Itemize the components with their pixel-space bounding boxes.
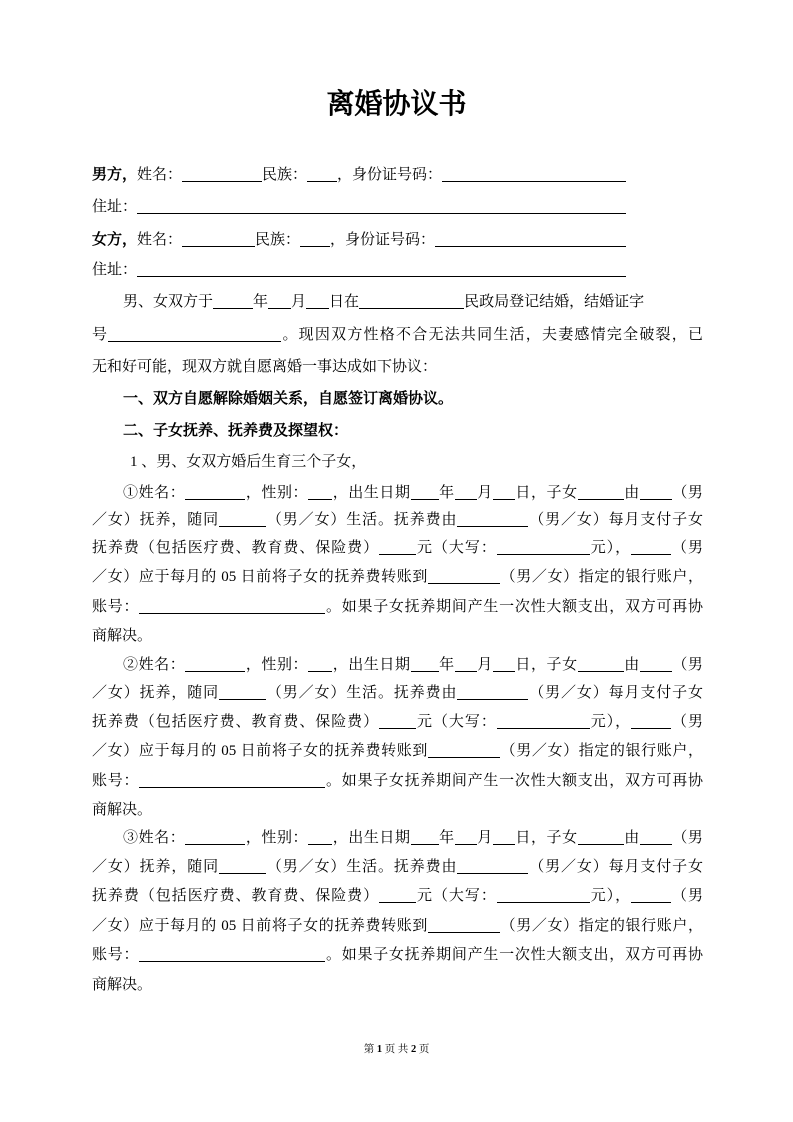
child-gender-blank	[308, 659, 332, 672]
gender-option-open: （男	[671, 540, 703, 556]
birth-day-blank	[493, 487, 515, 500]
child-marker: ③	[123, 830, 139, 846]
transfer-text: ／女）应于每月的 05 日前将子女的抚养费转账到	[92, 918, 428, 934]
live-with-blank	[219, 861, 266, 874]
amount-blank	[379, 716, 416, 729]
child-3-line-6	[92, 975, 703, 995]
child-name-blank	[185, 832, 245, 845]
amount-words-label: 元（大写：	[416, 888, 497, 904]
child-3-line-3	[92, 886, 703, 906]
birth-year-blank	[411, 832, 439, 845]
husband-id-blank	[442, 169, 626, 182]
pays-text: （男／女）每月支付子女	[528, 512, 703, 528]
amount-blank	[379, 542, 416, 555]
month-label: 月	[476, 830, 493, 846]
birth-month-blank	[455, 487, 477, 500]
payer-blank	[457, 687, 528, 700]
lump-sum-text: 。如果子女抚养期间产生一次性大额支出，双方可再协	[325, 947, 703, 963]
gender-option-open: （男	[671, 714, 703, 730]
wife-id-label: ，身份证号码：	[330, 232, 436, 248]
intro-agreement: 无和好可能，现双方就自愿离婚一事达成如下协议：	[92, 359, 438, 375]
transferor-blank	[631, 542, 671, 555]
amount-words-blank	[497, 890, 590, 903]
child-gender-label: ，性别：	[245, 830, 309, 846]
child-1-line-3	[92, 538, 703, 558]
birth-year-blank	[411, 659, 439, 672]
husband-address-blank	[137, 201, 626, 214]
gender-option-open: （男	[671, 485, 703, 501]
recipient-blank	[428, 920, 500, 933]
child-1-line-2	[92, 510, 703, 530]
live-with-blank	[219, 514, 266, 527]
marriage-day-blank	[306, 296, 329, 309]
intro-line-2	[92, 325, 703, 345]
marriage-year-blank	[213, 296, 253, 309]
payer-blank	[457, 514, 528, 527]
current-page-number: 1	[376, 1044, 383, 1055]
custodian-blank	[640, 832, 672, 845]
custody-text: ／女）抚养，随同	[92, 859, 219, 875]
account-blank	[139, 601, 325, 614]
custody-text: ／女）抚养，随同	[92, 685, 219, 701]
gender-option-open: （男	[671, 830, 703, 846]
marriage-certificate-blank	[108, 329, 281, 342]
amount-words-blank	[497, 542, 590, 555]
live-with-blank	[219, 687, 266, 700]
live-with-text: （男／女）生活。抚养费由	[266, 859, 458, 875]
intro-day-label: 日在	[329, 294, 360, 310]
lump-sum-text: 。如果子女抚养期间产生一次性大额支出，双方可再协	[325, 599, 703, 615]
account-label: 账号：	[92, 773, 140, 789]
intro-registered: 民政局登记结婚，结婚证字	[464, 294, 645, 310]
clause-1-heading: 一、双方自愿解除婚姻关系，自愿签订离婚协议。	[123, 391, 454, 407]
intro-parties: 男、女双方于	[123, 294, 214, 310]
birth-month-blank	[455, 832, 477, 845]
child-2-line-3	[92, 712, 703, 732]
husband-name-blank	[182, 169, 262, 182]
page-footer	[0, 1043, 793, 1057]
wife-address-blank	[137, 264, 626, 277]
year-label: 年	[438, 830, 455, 846]
wife-id-blank	[435, 234, 626, 247]
by-label: 由	[623, 830, 640, 846]
document-title: 离婚协议书	[326, 89, 467, 120]
birth-day-blank	[493, 659, 515, 672]
bank-text: （男／女）指定的银行账户，	[500, 918, 703, 934]
husband-label: 男方，	[92, 167, 138, 183]
intro-line-1	[123, 292, 703, 312]
by-label: 由	[623, 485, 640, 501]
child-name-label: 姓名：	[138, 830, 186, 846]
amount-words-blank	[497, 716, 590, 729]
fee-scope-text: 抚养费（包括医疗费、教育费、保险费）	[92, 888, 380, 904]
child-birth-label: ，出生日期	[332, 657, 411, 673]
child-2-line-2	[92, 683, 703, 703]
resolve-text: 商解决。	[92, 628, 153, 644]
child-2-line-6	[92, 800, 703, 820]
child-gender-label: ，性别：	[245, 657, 309, 673]
husband-ethnicity-label: 民族：	[262, 167, 308, 183]
yuan-close-text: 元），	[589, 714, 632, 730]
wife-info-line	[92, 230, 703, 250]
transfer-text: ／女）应于每月的 05 日前将子女的抚养费转账到	[92, 569, 428, 585]
intro-year-label: 年	[253, 294, 269, 310]
custodian-blank	[640, 487, 672, 500]
live-with-text: （男／女）生活。抚养费由	[266, 512, 458, 528]
account-blank	[139, 775, 325, 788]
fee-scope-text: 抚养费（包括医疗费、教育费、保险费）	[92, 540, 380, 556]
wife-ethnicity-label: 民族：	[255, 232, 301, 248]
year-label: 年	[438, 657, 455, 673]
intro-reason: 。现因双方性格不合无法共同生活，夫妻感情完全破裂，已	[281, 327, 703, 343]
child-1-line-4	[92, 567, 703, 587]
child-birth-label: ，出生日期	[332, 485, 411, 501]
year-label: 年	[438, 485, 455, 501]
clause-2-item-1: 1 、男、女双方婚后生育三个子女，	[130, 454, 367, 470]
child-2-line-1	[123, 655, 703, 675]
amount-blank	[379, 890, 416, 903]
husband-info-line	[92, 165, 703, 185]
month-label: 月	[476, 657, 493, 673]
amount-words-label: 元（大写：	[416, 540, 497, 556]
gender-option-open: （男	[671, 888, 703, 904]
child-1-line-1	[123, 483, 703, 503]
lump-sum-text: 。如果子女抚养期间产生一次性大额支出，双方可再协	[325, 773, 703, 789]
wife-address-label: 住址：	[92, 262, 138, 278]
transfer-text: ／女）应于每月的 05 日前将子女的抚养费转账到	[92, 743, 428, 759]
child-blank	[578, 832, 624, 845]
wife-name-label: 姓名：	[137, 232, 183, 248]
intro-cert-no-label: 号	[92, 327, 109, 343]
marriage-month-blank	[268, 296, 291, 309]
recipient-blank	[428, 571, 500, 584]
child-gender-blank	[308, 832, 332, 845]
fee-scope-text: 抚养费（包括医疗费、教育费、保险费）	[92, 714, 380, 730]
child-2-line-4	[92, 741, 703, 761]
day-child-label: 日，子女	[514, 485, 578, 501]
wife-ethnicity-blank	[300, 234, 330, 247]
resolve-text: 商解决。	[92, 802, 153, 818]
birth-month-blank	[455, 659, 477, 672]
custody-text: ／女）抚养，随同	[92, 512, 219, 528]
child-marker: ②	[123, 657, 139, 673]
child-marker: ①	[123, 485, 139, 501]
child-3-line-5	[92, 945, 703, 965]
account-label: 账号：	[92, 599, 140, 615]
civil-affairs-bureau-blank	[359, 296, 464, 309]
husband-address-label: 住址：	[92, 199, 138, 215]
live-with-text: （男／女）生活。抚养费由	[266, 685, 458, 701]
child-blank	[578, 659, 624, 672]
month-label: 月	[476, 485, 493, 501]
child-name-label: 姓名：	[138, 657, 186, 673]
child-blank	[578, 487, 624, 500]
total-page-count: 2	[410, 1044, 417, 1055]
footer-middle: 页 共	[384, 1044, 409, 1055]
intro-line-3	[92, 357, 703, 377]
yuan-close-text: 元），	[589, 540, 632, 556]
footer-suffix: 页	[418, 1044, 430, 1055]
child-name-blank	[185, 659, 245, 672]
child-3-line-1	[123, 828, 703, 848]
husband-ethnicity-blank	[307, 169, 337, 182]
yuan-close-text: 元），	[589, 888, 632, 904]
account-label: 账号：	[92, 947, 140, 963]
recipient-blank	[428, 745, 500, 758]
account-blank	[139, 949, 325, 962]
wife-address-line	[92, 260, 703, 280]
bank-text: （男／女）指定的银行账户，	[500, 569, 703, 585]
child-1-line-5	[92, 597, 703, 617]
husband-address-line	[92, 197, 703, 217]
child-birth-label: ，出生日期	[332, 830, 411, 846]
resolve-text: 商解决。	[92, 977, 153, 993]
child-3-line-2	[92, 857, 703, 877]
wife-label: 女方，	[92, 232, 138, 248]
payer-blank	[457, 861, 528, 874]
husband-id-label: ，身份证号码：	[337, 167, 443, 183]
pays-text: （男／女）每月支付子女	[528, 859, 703, 875]
pays-text: （男／女）每月支付子女	[528, 685, 703, 701]
birth-day-blank	[493, 832, 515, 845]
child-name-label: 姓名：	[138, 485, 186, 501]
husband-name-label: 姓名：	[137, 167, 183, 183]
intro-month-label: 月	[291, 294, 307, 310]
wife-name-blank	[182, 234, 255, 247]
footer-prefix: 第	[363, 1044, 375, 1055]
child-name-blank	[185, 487, 245, 500]
amount-words-label: 元（大写：	[416, 714, 497, 730]
bank-text: （男／女）指定的银行账户，	[500, 743, 703, 759]
child-gender-label: ，性别：	[245, 485, 309, 501]
child-1-line-6	[92, 626, 703, 646]
day-child-label: 日，子女	[514, 657, 578, 673]
custodian-blank	[640, 659, 672, 672]
gender-option-open: （男	[671, 657, 703, 673]
child-gender-blank	[308, 487, 332, 500]
transferor-blank	[631, 716, 671, 729]
by-label: 由	[623, 657, 640, 673]
day-child-label: 日，子女	[514, 830, 578, 846]
child-2-line-5	[92, 771, 703, 791]
clause-2-heading: 二、子女抚养、抚养费及探望权：	[123, 423, 349, 439]
transferor-blank	[631, 890, 671, 903]
birth-year-blank	[411, 487, 439, 500]
child-3-line-4	[92, 916, 703, 936]
